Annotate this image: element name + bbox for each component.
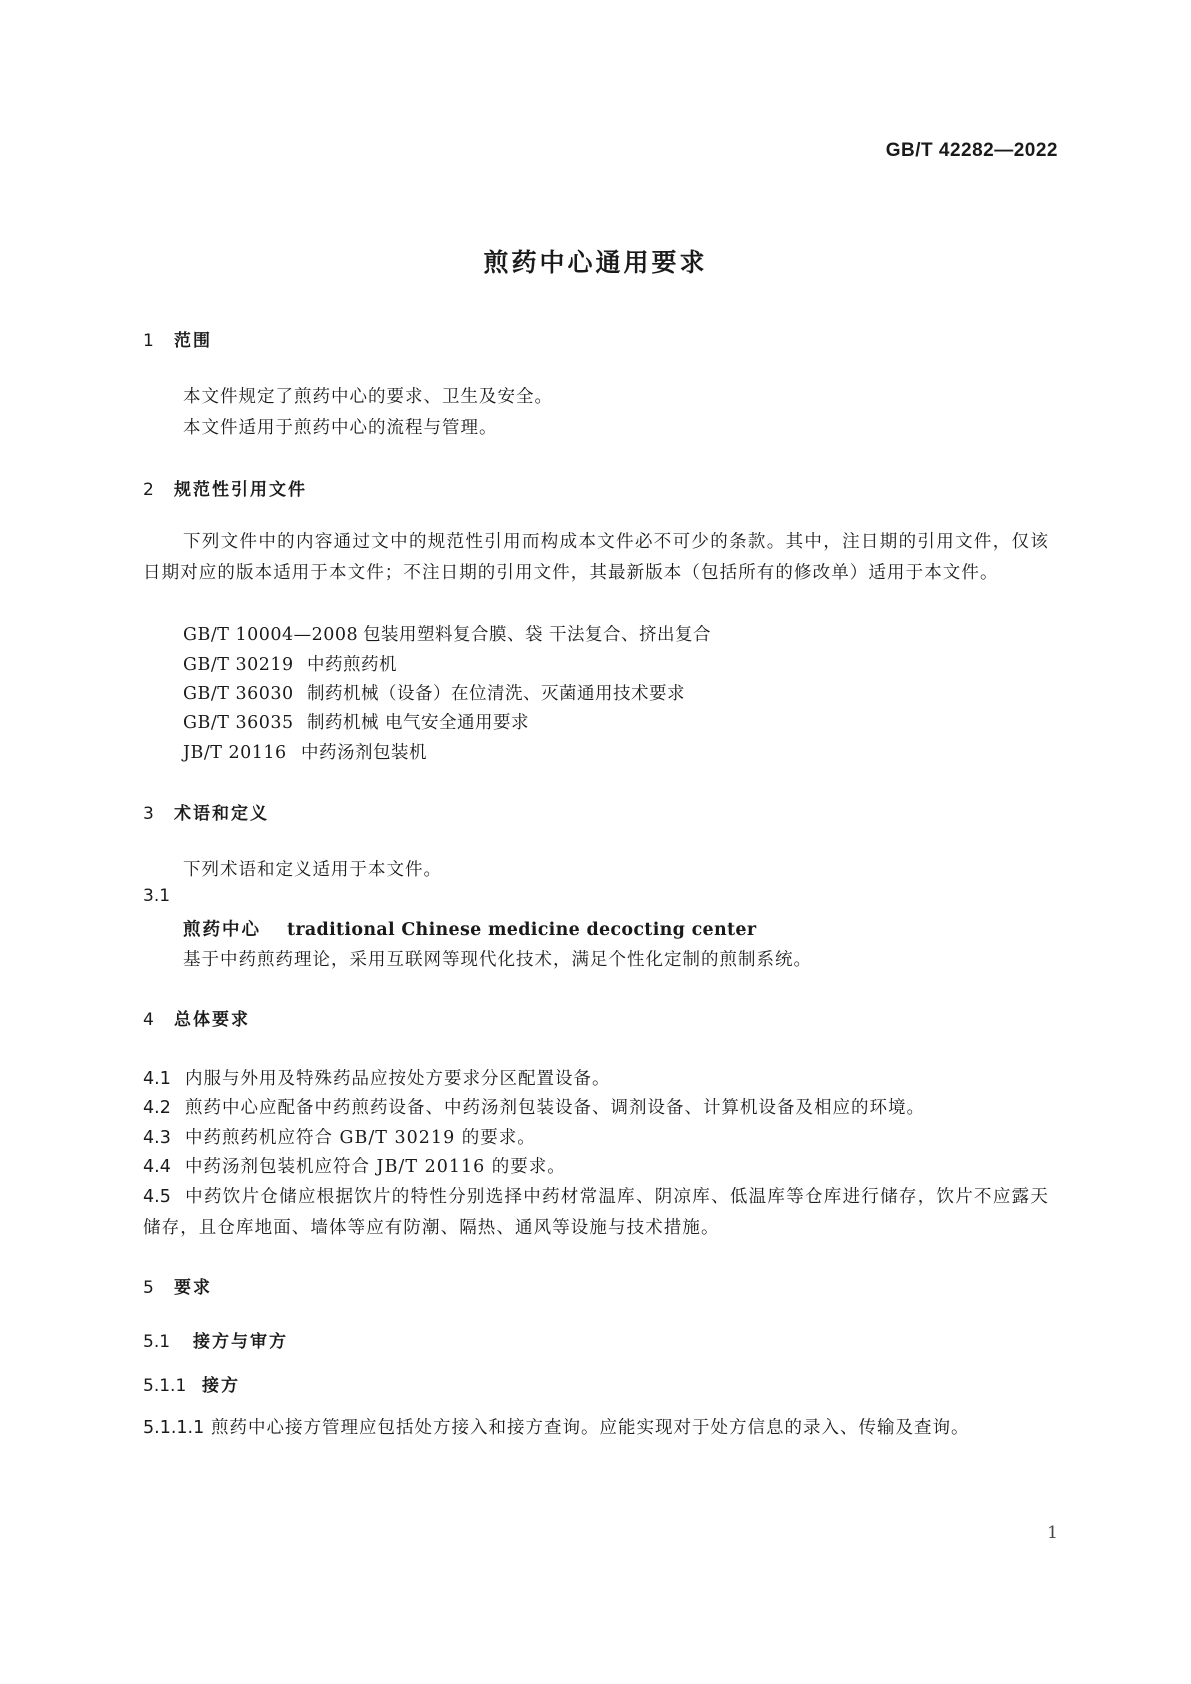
reference-item: GB/T 36030 制药机械（设备）在位清洗、灭菌通用技术要求: [183, 684, 685, 704]
reference-item: JB/T 20116 中药汤剂包装机: [183, 743, 427, 763]
term-definition: 基于中药煎药理论，采用互联网等现代化技术，满足个性化定制的煎制系统。: [183, 950, 812, 970]
clause-item: 4.4 中药汤剂包装机应符合 JB/T 20116 的要求。: [143, 1157, 566, 1177]
page-number: 1: [1047, 1523, 1058, 1543]
term-number: 3.1: [143, 886, 171, 906]
reference-item: GB/T 10004—2008 包装用塑料复合膜、袋 干法复合、挤出复合: [183, 625, 712, 645]
clause-item: 4.1 内服与外用及特殊药品应按处方要求分区配置设备。: [143, 1069, 611, 1089]
section-3-intro: 下列术语和定义适用于本文件。: [183, 860, 442, 880]
document-title: 煎药中心通用要求: [483, 248, 708, 277]
term-english: traditional Chinese medicine decocting center: [287, 920, 757, 940]
clause-item: 4.2 煎药中心应配备中药煎药设备、中药汤剂包装设备、调剂设备、计算机设备及相应的环境。: [143, 1098, 925, 1118]
clause-5-1-1-1: 5.1.1.1 煎药中心接方管理应包括处方接入和接方查询。应能实现对于处方信息的录入、传输及查询。: [143, 1418, 970, 1438]
section-5-heading: 5 要求: [143, 1278, 212, 1298]
term-entry: [183, 916, 756, 941]
section-3-heading: 3 术语和定义: [143, 804, 269, 824]
section-1-para-2: 本文件适用于煎药中心的流程与管理。: [183, 418, 498, 438]
section-2-intro: 下列文件中的内容通过文中的规范性引用而构成本文件必不可少的条款。其中，注日期的引用文件，仅该日期对应的版本适用于本文件；不注日期的引用文件，其最新版本（包括所有的修改单）适用于本文件。: [143, 532, 1049, 583]
clause-item: 4.3 中药煎药机应符合 GB/T 30219 的要求。: [143, 1128, 536, 1148]
section-1-para-1: 本文件规定了煎药中心的要求、卫生及安全。: [183, 387, 553, 407]
standard-number: GB/T 42282—2022: [885, 140, 1058, 161]
subsection-5-1-1-heading: 5.1.1 接方: [143, 1376, 240, 1396]
section-4-heading: 4 总体要求: [143, 1010, 250, 1030]
term-chinese: 煎药中心: [183, 920, 261, 940]
section-1-heading: 1 范围: [143, 331, 212, 351]
subsection-5-1-heading: 5.1 接方与审方: [143, 1332, 288, 1352]
clause-item: 4.5 中药饮片仓储应根据饮片的特性分别选择中药材常温库、阴凉库、低温库等仓库进行储存，饮片不应露天储存，且仓库地面、墙体等应有防潮、隔热、通风等设施与技术措施。: [143, 1187, 1049, 1238]
reference-item: GB/T 36035 制药机械 电气安全通用要求: [183, 713, 530, 733]
section-2-heading: 2 规范性引用文件: [143, 480, 307, 500]
reference-item: GB/T 30219 中药煎药机: [183, 655, 397, 675]
